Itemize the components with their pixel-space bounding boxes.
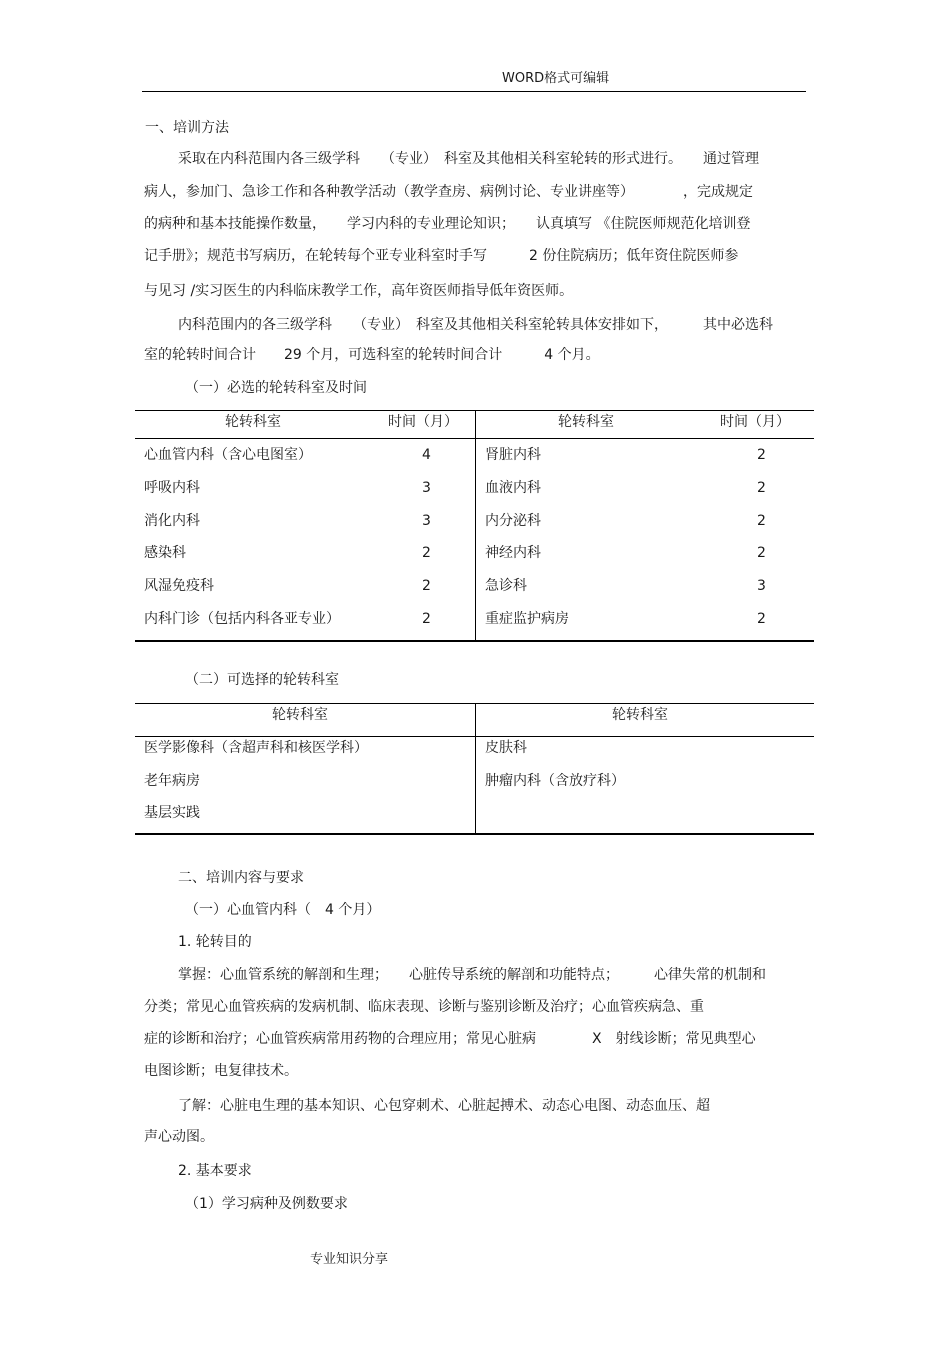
table1-header-time-left: 时间（月） <box>388 414 458 430</box>
table1-cell-time-right: 2 <box>757 545 766 561</box>
table2-caption: （二）可选择的轮转科室 <box>185 672 339 688</box>
table1-cell-time-left: 2 <box>422 578 431 594</box>
table1-cell-dept-left: 呼吸内科 <box>144 480 200 496</box>
table1-cell-dept-right: 血液内科 <box>485 480 541 496</box>
table1-cell-time-left: 3 <box>422 480 431 496</box>
understand-line2: 声心动图。 <box>144 1129 214 1145</box>
table2-divider <box>475 703 476 834</box>
table2-cell-left: 医学影像科（含超声科和核医学科） <box>144 740 368 756</box>
header-rule <box>142 91 806 92</box>
table1-cell-dept-right: 肾脏内科 <box>485 447 541 463</box>
master-line3: 症的诊断和治疗；心血管疾病常用药物的合理应用；常见心脏病 X 射线诊断；常见典型心 <box>144 1031 756 1047</box>
master-line2: 分类；常见心血管疾病的发病机制、临床表现、诊断与鉴别诊断及治疗；心血管疾病急、重 <box>144 999 704 1015</box>
table1-cell-time-right: 3 <box>757 578 766 594</box>
table2-cell-right: 肿瘤内科（含放疗科） <box>485 773 625 789</box>
table1-divider <box>475 410 476 641</box>
section2-item2: 2. 基本要求 <box>178 1163 252 1179</box>
section2-item1: 1. 轮转目的 <box>178 934 252 950</box>
section1-para1-line2: 病人，参加门、急诊工作和各种教学活动（教学查房、病例讨论、专业讲座等） ，完成规定 <box>144 184 753 200</box>
table1-cell-dept-right: 急诊科 <box>485 578 527 594</box>
section1-para2-line2: 室的轮转时间合计 29 个月，可选科室的轮转时间合计 4 个月。 <box>144 347 600 363</box>
section2-sub1: （一）心血管内科（ 4 个月） <box>185 902 381 918</box>
table1-cell-time-right: 2 <box>757 611 766 627</box>
master-line4: 电图诊断；电复律技术。 <box>144 1063 298 1079</box>
table1-cell-time-left: 3 <box>422 513 431 529</box>
table1-cell-dept-right: 重症监护病房 <box>485 611 569 627</box>
section1-heading: 一、培训方法 <box>145 120 229 136</box>
table1-cell-dept-left: 感染科 <box>144 545 186 561</box>
page-footer: 专业知识分享 <box>310 1252 389 1267</box>
table1-cell-dept-left: 内科门诊（包括内科各亚专业） <box>144 611 340 627</box>
section2-heading: 二、培训内容与要求 <box>178 870 304 886</box>
master-line1: 掌握：心血管系统的解剖和生理； 心脏传导系统的解剖和功能特点； 心律失常的机制和 <box>178 967 766 983</box>
table1-cell-dept-left: 风湿免疫科 <box>144 578 214 594</box>
table1-header-time-right: 时间（月） <box>720 414 790 430</box>
section1-para1-line4: 记手册》；规范书写病历，在轮转每个亚专业科室时手写 2 份住院病历；低年资住院医师参 <box>144 248 739 264</box>
understand-line1: 了解：心脏电生理的基本知识、心包穿刺术、心脏起搏术、动态心电图、动态血压、超 <box>178 1098 710 1114</box>
table1-cell-dept-left: 消化内科 <box>144 513 200 529</box>
section1-para2-line1: 内科范围内的各三级学科 （专业） 科室及其他相关科室轮转具体安排如下， 其中必选科 <box>178 317 773 333</box>
section1-para1-line1: 采取在内科范围内各三级学科 （专业） 科室及其他相关科室轮转的形式进行。 通过管理 <box>178 151 759 167</box>
table1-cell-time-right: 2 <box>757 447 766 463</box>
table1-cell-dept-right: 神经内科 <box>485 545 541 561</box>
table2-cell-left: 基层实践 <box>144 805 200 821</box>
table2-header-right: 轮转科室 <box>612 707 668 723</box>
section1-para1-line5: 与见习 /实习医生的内科临床教学工作，高年资医师指导低年资医师。 <box>144 283 574 299</box>
table1-header-dept-right: 轮转科室 <box>558 414 614 430</box>
section2-item2-1: （1）学习病种及例数要求 <box>185 1196 348 1212</box>
page-header-title: WORD格式可编辑 <box>502 71 610 86</box>
table1-cell-time-left: 2 <box>422 611 431 627</box>
table1-cell-time-right: 2 <box>757 513 766 529</box>
table2-cell-left: 老年病房 <box>144 773 200 789</box>
table1-cell-time-right: 2 <box>757 480 766 496</box>
table1-header-dept-left: 轮转科室 <box>225 414 281 430</box>
table1-cell-time-left: 2 <box>422 545 431 561</box>
table2-header-left: 轮转科室 <box>272 707 328 723</box>
table1-cell-dept-right: 内分泌科 <box>485 513 541 529</box>
table1-cell-dept-left: 心血管内科（含心电图室） <box>144 447 312 463</box>
table1-caption: （一）必选的轮转科室及时间 <box>185 380 367 396</box>
table2-cell-right: 皮肤科 <box>485 740 527 756</box>
table1-cell-time-left: 4 <box>422 447 431 463</box>
section1-para1-line3: 的病种和基本技能操作数量， 学习内科的专业理论知识； 认真填写 《住院医师规范化培训登 <box>144 216 751 232</box>
